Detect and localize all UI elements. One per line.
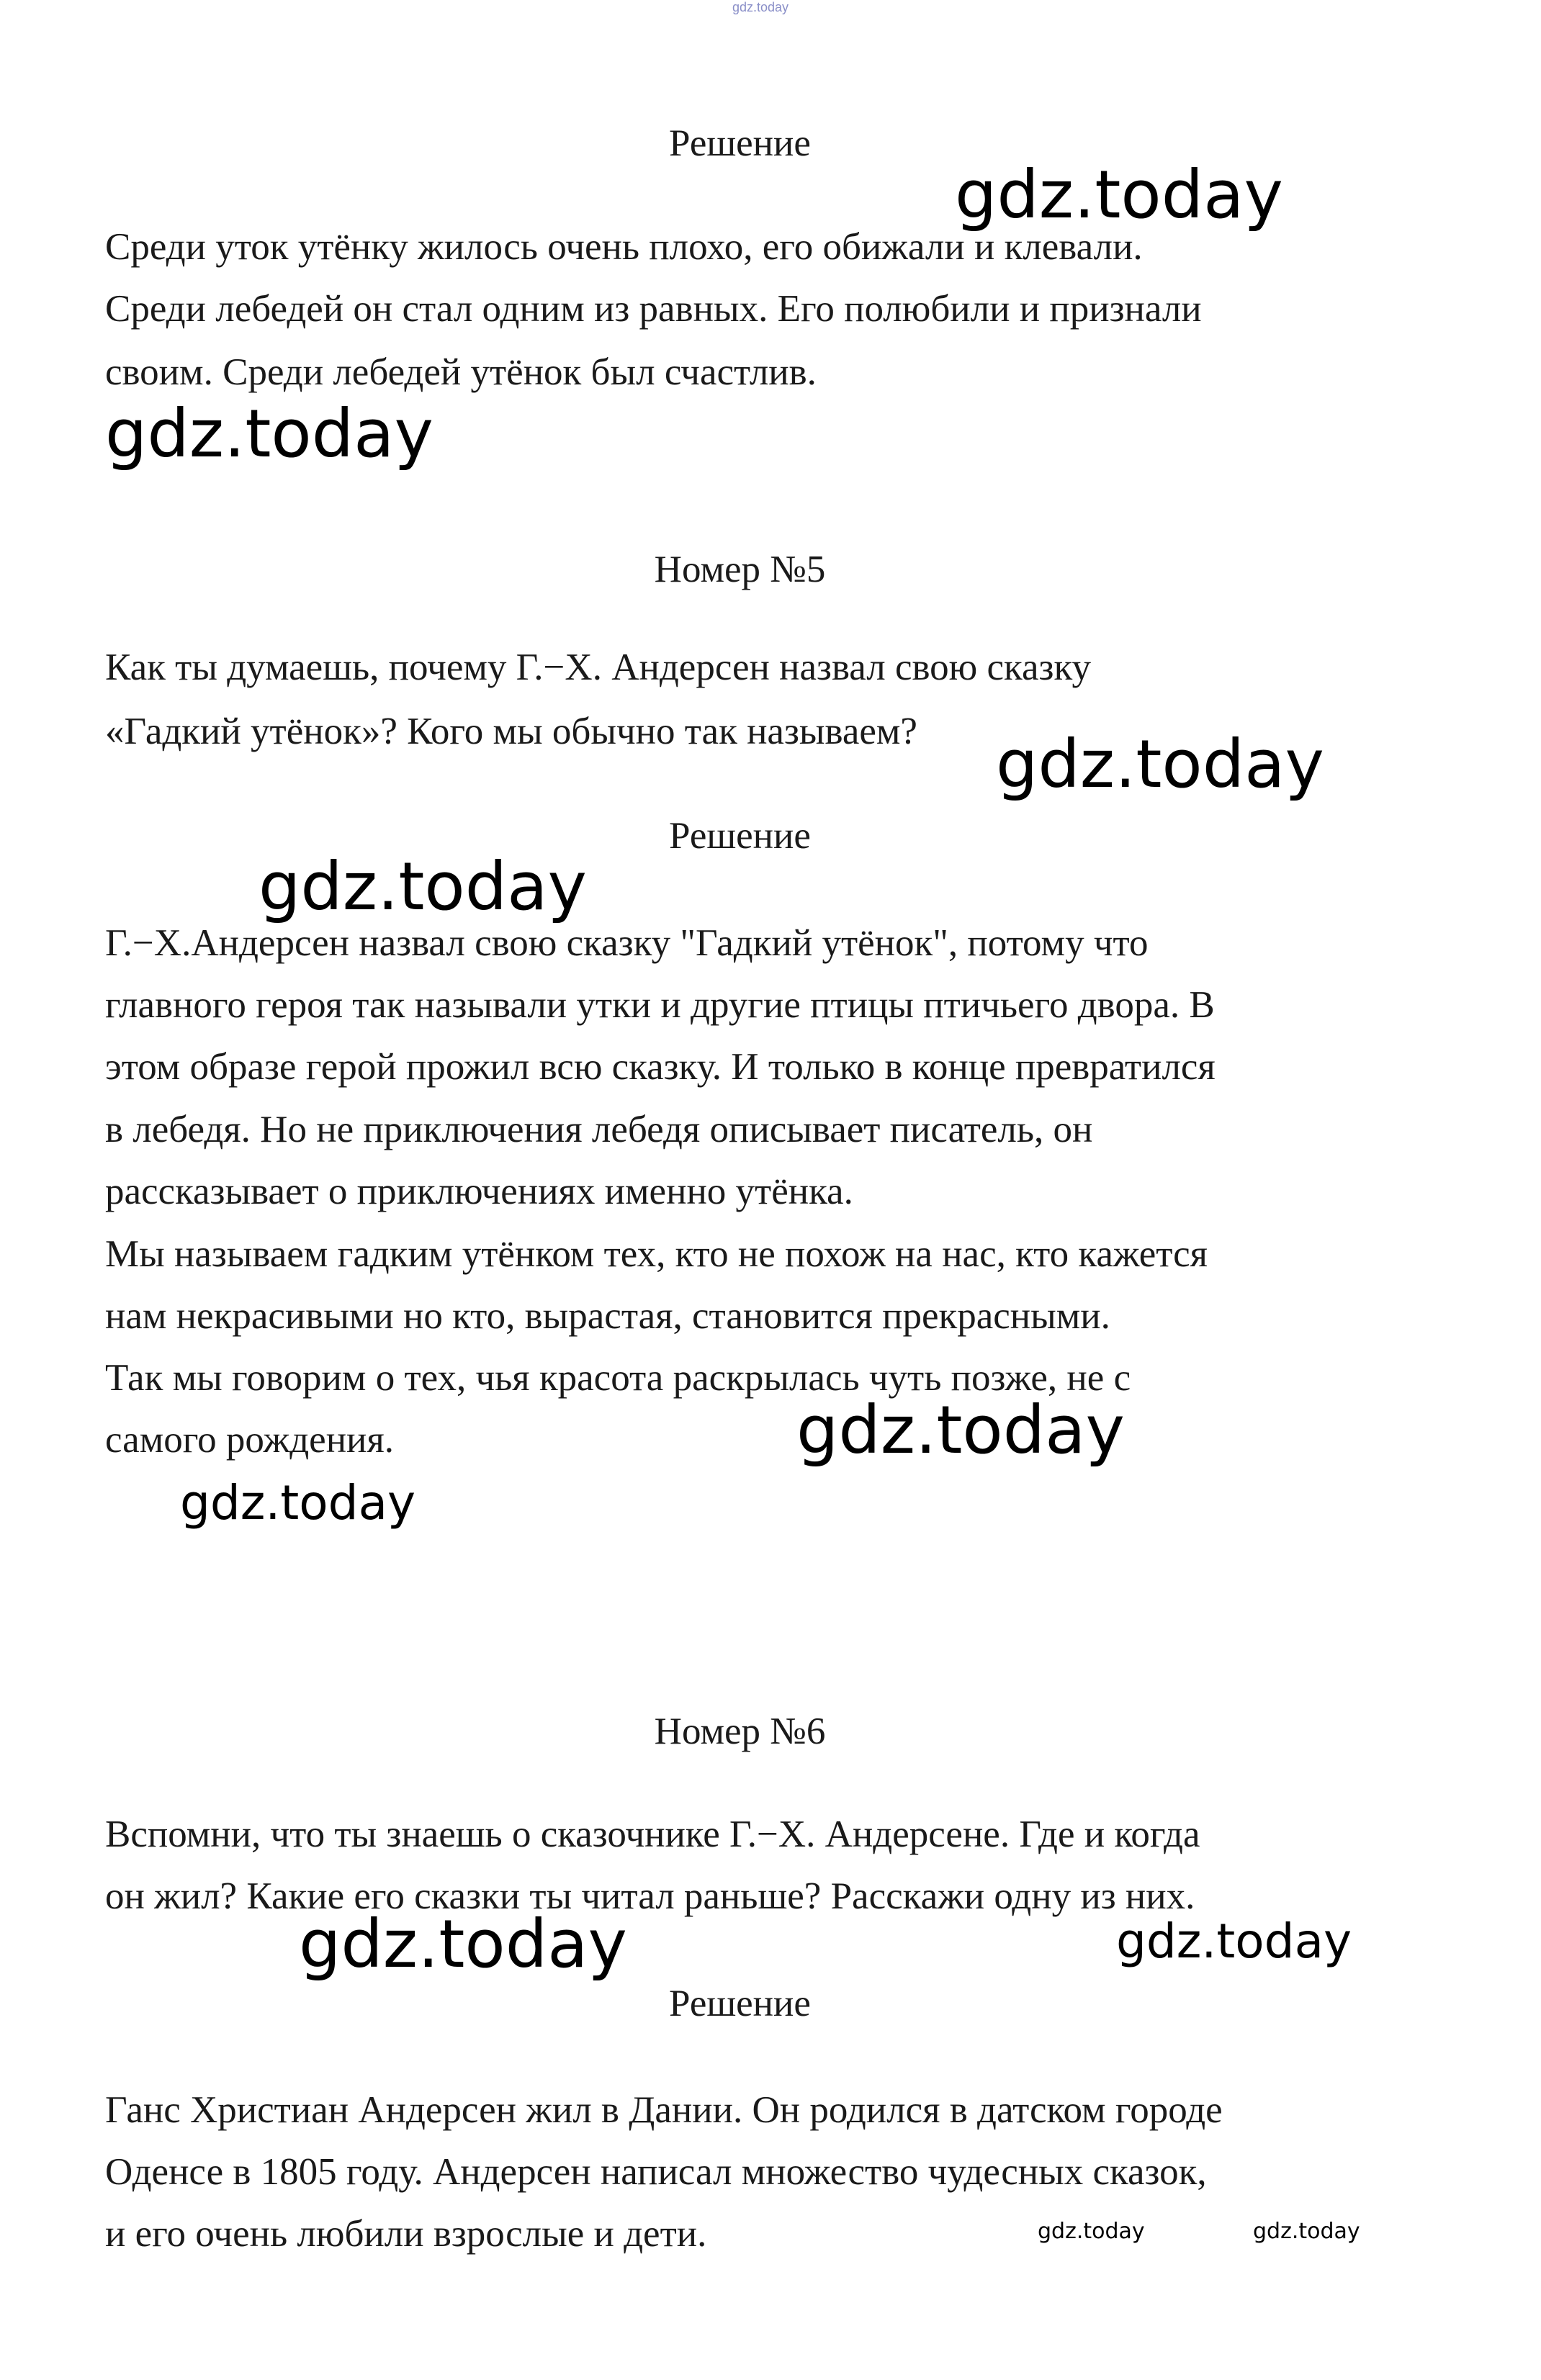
text-line: нам некрасивыми но кто, вырастая, становится прекрасными. <box>105 1295 1110 1337</box>
text-line: самого рождения. <box>105 1419 395 1461</box>
text-line: Оденсе в 1805 году. Андерсен написал множество чудесных сказок, <box>105 2151 1207 2193</box>
watermark: gdz.today <box>796 1392 1125 1469</box>
text-line: этом образе герой прожил всю сказку. И только в конце превратился <box>105 1046 1216 1088</box>
question-line: Вспомни, что ты знаешь о сказочнике Г.−Х. Андерсене. Где и когда <box>105 1813 1200 1855</box>
watermark: gdz.today <box>299 1906 627 1983</box>
text-line: Так мы говорим о тех, чья красота раскрылась чуть позже, не с <box>105 1357 1131 1399</box>
text-line: в лебедя. Но не приключения лебедя описывает писатель, он <box>105 1109 1093 1150</box>
text-line: рассказывает о приключениях именно утёнка. <box>105 1171 853 1212</box>
text-line: своим. Среди лебедей утёнок был счастлив. <box>105 351 817 393</box>
watermark: gdz.today <box>180 1475 416 1531</box>
question-line: Как ты думаешь, почему Г.−Х. Андерсен назвал свою сказку <box>105 646 1091 688</box>
text-line: главного героя так называли утки и другие птицы птичьего двора. В <box>105 984 1215 1026</box>
question-line: он жил? Какие его сказки ты читал раньше? Расскажи одну из них. <box>105 1875 1195 1917</box>
text-line: Ганс Христиан Андерсен жил в Дании. Он родился в датском городе <box>105 2089 1223 2131</box>
question-title: Номер №5 <box>654 549 826 590</box>
question-title: Номер №6 <box>654 1710 826 1752</box>
watermark: gdz.today <box>955 156 1283 233</box>
text-line: Мы называем гадким утёнком тех, кто не похож на нас, кто кажется <box>105 1233 1208 1275</box>
watermark: gdz.today <box>105 395 433 472</box>
text-line: Среди уток утёнку жилось очень плохо, его обижали и клевали. <box>105 226 1143 268</box>
question-line: «Гадкий утёнок»? Кого мы обычно так называем? <box>105 711 917 752</box>
watermark: gdz.today <box>259 848 587 925</box>
solution-label: Решение <box>669 815 811 857</box>
watermark: gdz.today <box>996 726 1324 803</box>
solution-label: Решение <box>669 1983 811 2024</box>
text-line: Среди лебедей он стал одним из равных. Его полюбили и признали <box>105 288 1202 330</box>
text-line: Г.−Х.Андерсен назвал свою сказку "Гадкий утёнок", потому что <box>105 922 1149 964</box>
watermark: gdz.today <box>1038 2219 1145 2244</box>
watermark: gdz.today <box>1253 2219 1360 2244</box>
watermark: gdz.today <box>1116 1914 1352 1969</box>
text-line: и его очень любили взрослые и дети. <box>105 2213 707 2255</box>
header-watermark: gdz.today <box>732 0 789 14</box>
solution-label: Решение <box>669 122 811 164</box>
